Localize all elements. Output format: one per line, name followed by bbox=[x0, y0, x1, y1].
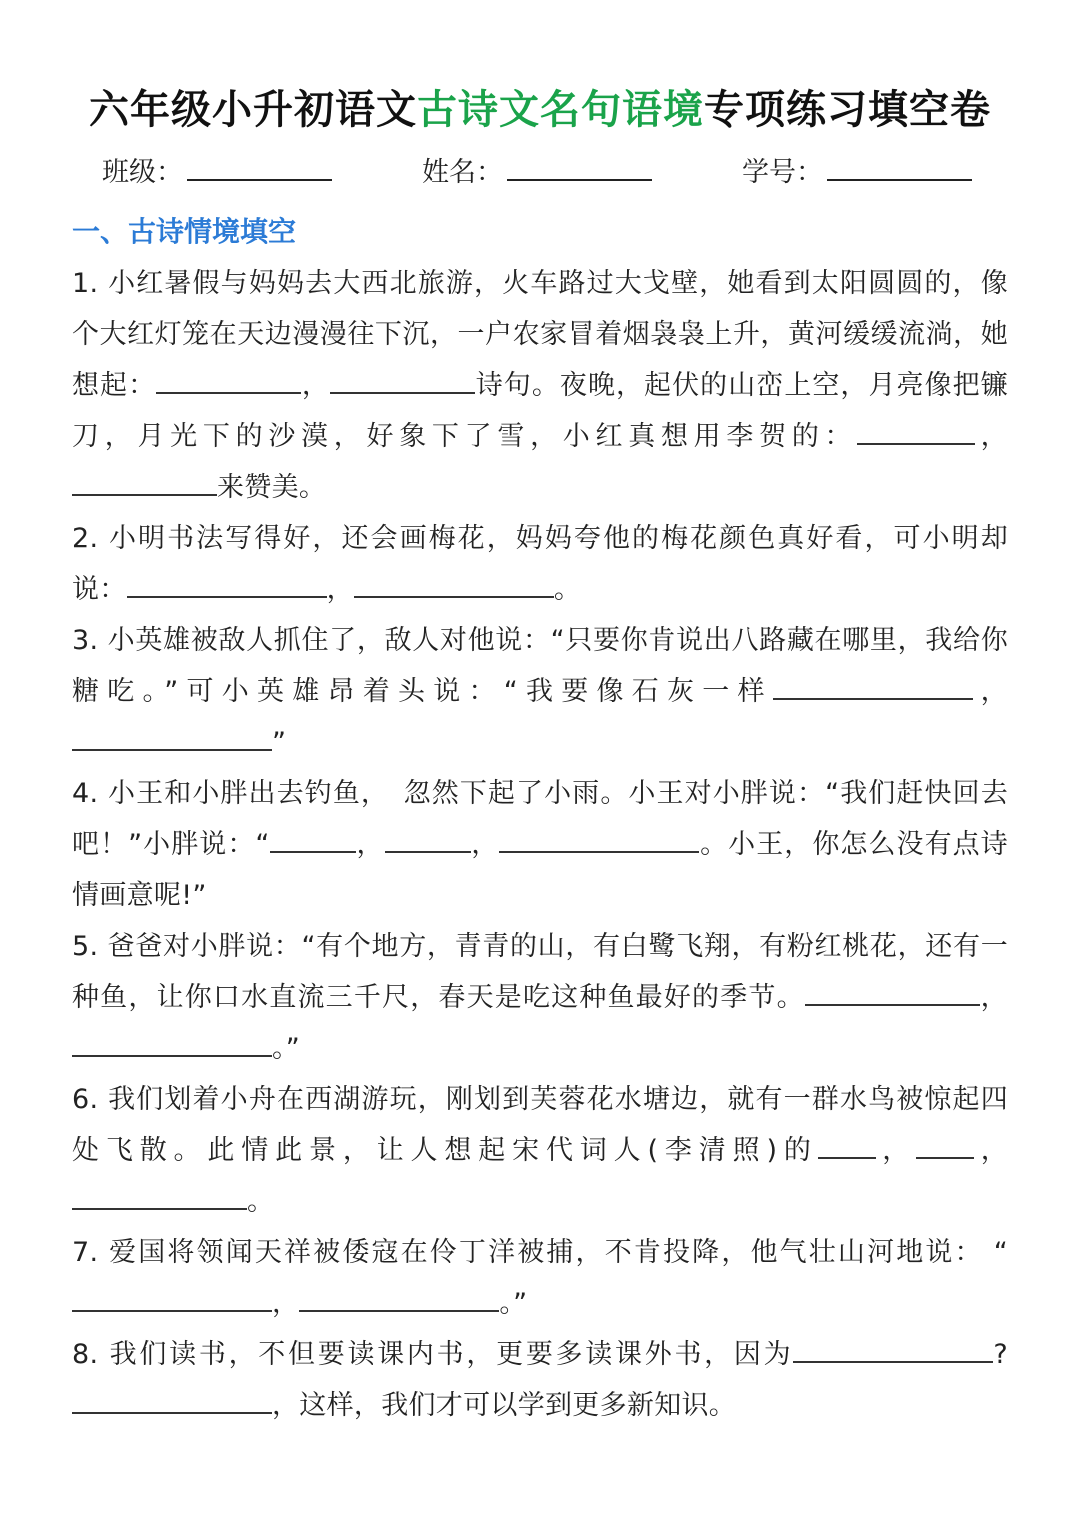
q1-text-b: ， bbox=[301, 370, 330, 401]
title-prefix: 六年级小升初语文 bbox=[89, 87, 417, 133]
q5-text-c: 。” bbox=[272, 1033, 301, 1064]
q7-text-b: “ bbox=[993, 1237, 1008, 1268]
name-blank[interactable] bbox=[507, 151, 652, 181]
answer-blank[interactable] bbox=[857, 413, 975, 445]
page-title bbox=[0, 78, 1080, 135]
answer-blank[interactable] bbox=[270, 821, 356, 853]
q3-text-b: ， bbox=[972, 676, 1008, 707]
q7-text-c: ， bbox=[272, 1288, 300, 1319]
name-field bbox=[422, 150, 652, 189]
answer-blank[interactable] bbox=[499, 821, 699, 853]
q4-text-b: ， bbox=[355, 829, 385, 860]
q5-text-a: 5. 爸爸对小胖说：“有个地方，青青的山，有白鹭飞翔，有粉红桃花，还有一种鱼，让你口水直流三千尺，春天是吃这种鱼最好的季节。 bbox=[72, 931, 1008, 1013]
question-list bbox=[72, 258, 1008, 1431]
question-6 bbox=[72, 1074, 1008, 1227]
class-field bbox=[102, 150, 332, 189]
student-id-label: 学号： bbox=[742, 157, 823, 188]
answer-blank[interactable] bbox=[299, 1280, 499, 1312]
q1-text-e: 来赞美。 bbox=[217, 472, 327, 503]
q8-text-c: ，这样，我们才可以学到更多新知识。 bbox=[272, 1390, 737, 1421]
q8-text-a: 8. 我们读书，不但要读课内书，更要多读课外书，因为 bbox=[72, 1339, 794, 1370]
answer-blank[interactable] bbox=[805, 974, 980, 1006]
section-heading: 一、古诗情境填空 bbox=[72, 215, 297, 248]
question-2 bbox=[72, 513, 1008, 615]
q6-text-a: 6. 我们划着小舟在西湖游玩，刚划到芙蓉花水塘边，就有一群水鸟被惊起四处飞散。此情此景，让人想起宋代词人(李清照)的 bbox=[72, 1084, 1008, 1166]
answer-blank[interactable] bbox=[72, 719, 272, 751]
question-3 bbox=[72, 615, 1008, 768]
title-highlight: 古诗文名句语境 bbox=[417, 87, 704, 133]
answer-blank[interactable] bbox=[818, 1127, 876, 1159]
answer-blank[interactable] bbox=[72, 1178, 247, 1210]
answer-blank[interactable] bbox=[773, 668, 973, 700]
q5-text-b: ， bbox=[979, 982, 1008, 1013]
q7-text-a: 7. 爱国将领闻天祥被倭寇在伶丁洋被捕，不肯投降，他气壮山河地说： bbox=[72, 1237, 984, 1268]
answer-blank[interactable] bbox=[330, 362, 475, 394]
q1-text-d: ， bbox=[975, 421, 1008, 452]
question-7 bbox=[72, 1227, 1008, 1329]
q6-text-d: 。 bbox=[247, 1186, 275, 1217]
student-id-field bbox=[742, 150, 972, 189]
q2-text-b: ， bbox=[326, 574, 354, 605]
answer-blank[interactable] bbox=[354, 566, 554, 598]
title-suffix: 专项练习填空卷 bbox=[704, 87, 991, 133]
q7-text-d: 。” bbox=[499, 1288, 528, 1319]
q2-text-a: 2. 小明书法写得好，还会画梅花，妈妈夸他的梅花颜色真好看，可小明却说： bbox=[72, 523, 1008, 605]
class-label: 班级： bbox=[102, 157, 183, 188]
q4-text-d: 。小王，你怎么没有点诗情画意呢!” bbox=[72, 829, 1008, 911]
class-blank[interactable] bbox=[187, 151, 332, 181]
question-4 bbox=[72, 768, 1008, 921]
student-id-blank[interactable] bbox=[827, 151, 972, 181]
q4-text-c: ， bbox=[470, 829, 500, 860]
q1-text-c: 诗句。夜晚，起伏的山峦上空，月亮像把镰刀，月光下的沙漠，好象下了雪，小红真想用李贺的： bbox=[72, 370, 1008, 452]
answer-blank[interactable] bbox=[916, 1127, 974, 1159]
answer-blank[interactable] bbox=[72, 464, 217, 496]
q1-text-a: 1. 小红暑假与妈妈去大西北旅游，火车路过大戈壁，她看到太阳圆圆的，像个大红灯笼在天边漫漫往下沉，一户农家冒着烟袅袅上升，黄河缓缓流淌，她想起： bbox=[72, 268, 1008, 401]
q6-text-b: ， bbox=[875, 1135, 917, 1166]
name-label: 姓名： bbox=[422, 157, 503, 188]
q3-text-a: 3. 小英雄被敌人抓住了，敌人对他说：“只要你肯说出八路藏在哪里，我给你糖吃。”可小英雄昂着头说：“我要像石灰一样 bbox=[72, 625, 1008, 707]
answer-blank[interactable] bbox=[72, 1025, 272, 1057]
answer-blank[interactable] bbox=[72, 1280, 272, 1312]
answer-blank[interactable] bbox=[127, 566, 327, 598]
q2-text-c: 。 bbox=[553, 574, 582, 605]
question-1 bbox=[72, 258, 1008, 513]
answer-blank[interactable] bbox=[72, 1382, 272, 1414]
question-8 bbox=[72, 1329, 1008, 1431]
answer-blank[interactable] bbox=[793, 1331, 993, 1363]
student-info-row bbox=[0, 150, 1080, 190]
q6-text-c: ， bbox=[974, 1135, 1008, 1166]
question-5 bbox=[72, 921, 1008, 1074]
q8-text-b: ? bbox=[993, 1339, 1008, 1370]
answer-blank[interactable] bbox=[156, 362, 301, 394]
q3-text-c: ” bbox=[272, 727, 287, 758]
q4-text-a: 4. 小王和小胖出去钓鱼， 忽然下起了小雨。小王对小胖说：“我们赶快回去吧！”小胖说：“ bbox=[72, 778, 1008, 860]
answer-blank[interactable] bbox=[385, 821, 471, 853]
